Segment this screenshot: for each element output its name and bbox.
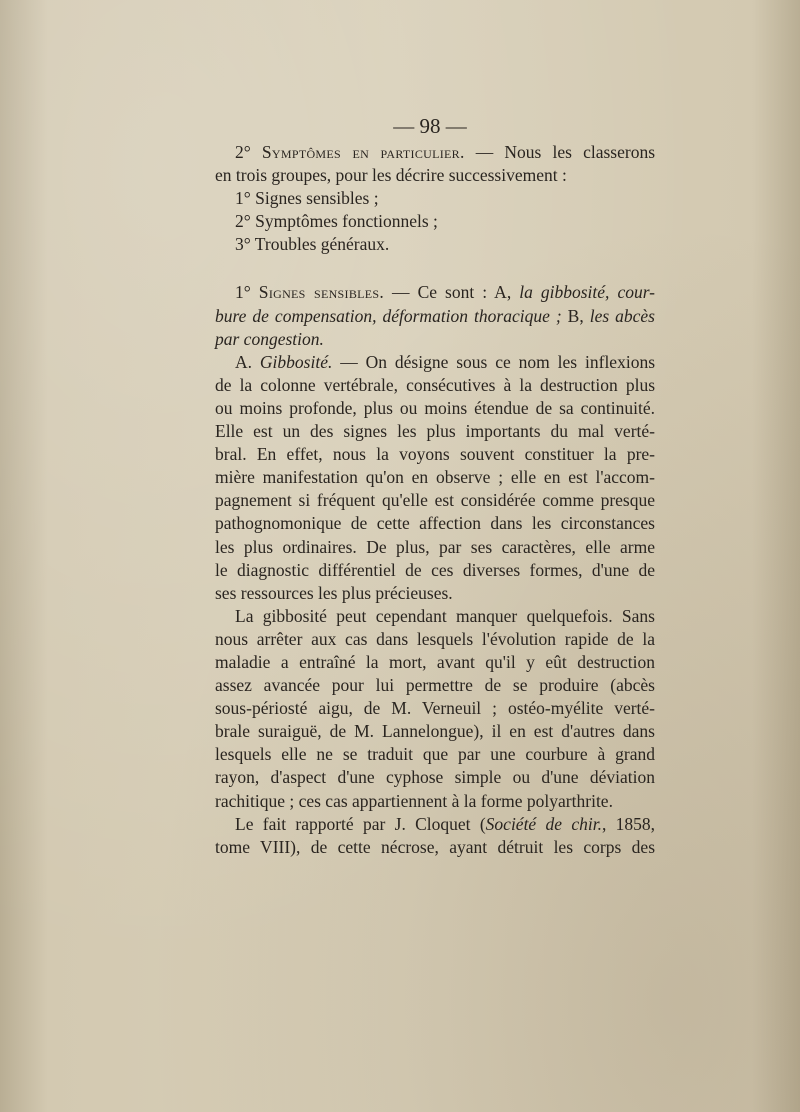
text-run: bral. En effet, nous la voyons souvent constituer la pre- — [215, 444, 655, 465]
small-caps-heading: Signes sensibles. — [258, 282, 385, 303]
text-line — [215, 512, 655, 535]
italic-text: par congestion. — [215, 328, 324, 349]
text-line — [215, 328, 655, 351]
text-run: sous-périosté aigu, de M. Verneuil ; ostéo-myélite verté- — [215, 698, 655, 719]
text-run: rayon, d'aspect d'une cyphose simple ou d'une déviation — [215, 767, 655, 788]
text-line — [215, 790, 655, 813]
italic-text: Gibbosité. — [259, 351, 333, 372]
text-run: pagnement si fréquent qu'elle est considérée comme presque — [215, 490, 655, 511]
text-run: mière manifestation qu'on en observe ; elle en est l'accom- — [215, 467, 655, 488]
text-run: tome VIII), de cette nécrose, ayant détruit les corps des — [215, 836, 655, 857]
text-line — [215, 305, 655, 328]
text-line — [215, 766, 655, 789]
text-line — [215, 559, 655, 582]
text-run: nous arrêter aux cas dans lesquels l'évolution rapide de la — [215, 628, 655, 649]
text-run: — On désigne sous ce nom les inflexions — [332, 351, 655, 372]
text-line — [215, 420, 655, 443]
text-line — [215, 374, 655, 397]
italic-text: bure de compensation, déformation thoracique ; — [215, 305, 562, 326]
text-line — [215, 210, 655, 233]
text-line — [215, 397, 655, 420]
text-run: le diagnostic différentiel de ces diverses formes, d'une de — [215, 559, 655, 580]
text-run: en trois groupes, pour les décrire successivement : — [215, 165, 567, 186]
text-run: Elle est un des signes les plus importants du mal verté- — [215, 421, 655, 442]
text-line — [215, 674, 655, 697]
text-run: ou moins profonde, plus ou moins étendue de sa continuité. — [215, 397, 655, 418]
page-text-body — [215, 141, 655, 859]
italic-text: la gibbosité, cour- — [519, 282, 655, 303]
text-line — [215, 489, 655, 512]
small-caps-heading: Symptômes en particulier. — [261, 142, 465, 162]
text-line — [215, 836, 655, 859]
text-run: les plus ordinaires. De plus, par ses caractères, elle arme — [215, 536, 655, 557]
text-line — [215, 651, 655, 674]
text-run: La gibbosité peut cependant manquer quelquefois. Sans — [235, 605, 655, 626]
text-run: , 1858, — [601, 813, 656, 834]
text-line — [215, 697, 655, 720]
text-line — [215, 743, 655, 766]
text-run: 2° Symptômes fonctionnels ; — [235, 211, 438, 232]
text-run: de la colonne vertébrale, consécutives à la destruction plus — [215, 374, 655, 395]
text-run: 3° Troubles généraux. — [235, 234, 390, 255]
text-run: assez avancée pour lui permettre de se produire (abcès — [215, 675, 655, 696]
italic-text: Société de chir. — [485, 813, 602, 834]
text-line — [215, 281, 655, 304]
text-run: pathognomonique de cette affection dans les circonstances — [215, 513, 655, 534]
text-run: rachitique ; ces cas appartiennent à la forme polyarthrite. — [215, 790, 613, 811]
page-number: — 98 — — [393, 114, 467, 138]
text-run: 1° Signes sensibles ; — [235, 188, 379, 209]
text-run: ses ressources les plus précieuses. — [215, 582, 453, 603]
text-line — [215, 466, 655, 489]
text-line — [215, 443, 655, 466]
text-line — [215, 582, 655, 605]
text-line — [215, 813, 655, 836]
text-run: 2° — [235, 142, 262, 162]
text-run: Le fait rapporté par J. Cloquet ( — [235, 813, 486, 834]
text-run: brale suraiguë, de M. Lannelongue), il en est d'autres dans — [215, 721, 655, 742]
text-run: lesquels elle ne se traduit que par une courbure à grand — [215, 744, 655, 765]
text-line — [215, 164, 655, 187]
text-line — [215, 187, 655, 210]
text-line — [215, 628, 655, 651]
text-run: 1° — [235, 282, 259, 303]
italic-text: les abcès — [589, 305, 655, 326]
text-run: A. — [235, 351, 260, 372]
text-run: maladie a entraîné la mort, avant qu'il y eût destruction — [215, 651, 655, 672]
text-run: — Nous les classerons — [464, 142, 656, 162]
text-run: — Ce sont : A, — [384, 282, 520, 303]
text-line — [215, 720, 655, 743]
text-line — [215, 233, 655, 256]
text-line — [215, 351, 655, 374]
text-run: B, — [561, 305, 590, 326]
text-line — [215, 141, 655, 164]
paragraph-gap — [215, 256, 655, 281]
text-line — [215, 536, 655, 559]
text-line — [215, 605, 655, 628]
